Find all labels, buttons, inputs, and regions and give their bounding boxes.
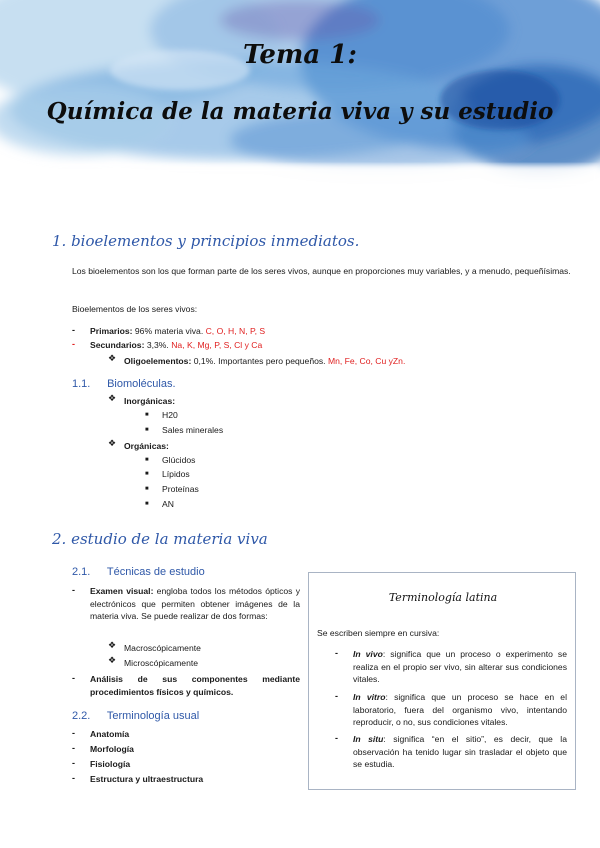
analisis-paragraph: Análisis de sus componentes mediante procedimientos físicos y químicos. — [90, 674, 300, 697]
dash-bullet: - — [72, 743, 75, 753]
termino-item: Estructura y ultraestructura — [90, 774, 204, 784]
oligo-line — [124, 355, 405, 368]
latin-term: In vivo — [353, 649, 383, 659]
box-title: Terminología latina — [388, 591, 498, 604]
list-item: Sales minerales — [162, 425, 224, 435]
list-item: AN — [162, 499, 174, 509]
secundarios-label: Secundarios: — [90, 340, 145, 350]
primarios-label: Primarios: — [90, 326, 133, 336]
square-bullet-icon: ■ — [145, 501, 149, 507]
subsection-number: 2.2. — [72, 710, 91, 722]
primarios-elements: C, O, H, N, P, S — [205, 326, 266, 336]
oligo-elements: Mn, Fe, Co, Cu yZn. — [327, 356, 406, 366]
title-line-1: Tema 1: — [242, 40, 357, 70]
dash-bullet: - — [72, 325, 75, 335]
subsection-title: Técnicas de estudio — [106, 566, 205, 578]
secundarios-elements: Na, K, Mg, P, S, Cl y Ca — [171, 340, 263, 350]
subsection-title: Biomoléculas. — [107, 378, 176, 390]
subsection-number: 1.1. — [72, 378, 91, 390]
dash-bullet: - — [335, 648, 338, 658]
secundarios-text: 3,3%. — [144, 340, 172, 350]
forma-item: Microscópicamente — [124, 658, 199, 668]
latin-term: In situ — [353, 734, 384, 744]
square-bullet-icon: ■ — [145, 457, 149, 463]
examen-text: engloba todos los métodos ópticos y electrónicos que permiten obtener imágenes de la materia viva. Se puede realizar de dos formas: — [90, 586, 300, 621]
dash-bullet: - — [72, 728, 75, 738]
examen-paragraph — [90, 585, 300, 623]
dash-bullet: - — [72, 758, 75, 768]
examen-label: Examen visual: — [90, 586, 154, 596]
secundarios-line — [90, 339, 262, 352]
section-1-heading: 1. bioelementos y principios inmediatos. — [52, 232, 360, 250]
subsection-title: Terminología usual — [106, 710, 200, 722]
latin-term: In vitro — [353, 692, 386, 702]
box-item-in-vivo — [353, 648, 567, 686]
dash-bullet: - — [72, 585, 75, 595]
latin-definition: : significa que un proceso o experimento se realiza en el propio ser vivo, sin alterar sus condiciones vitales. — [353, 649, 567, 684]
diamond-bullet-icon: ❖ — [108, 640, 117, 650]
inorganicas-label: Inorgánicas: — [124, 396, 176, 406]
section-1-intro: Los bioelementos son los que forman parte de los seres vivos, aunque en proporciones muy variables, y a menudo, pequeñísimas. — [72, 266, 571, 276]
square-bullet-icon: ■ — [145, 412, 149, 418]
termino-item: Anatomía — [90, 729, 130, 739]
termino-item: Fisiología — [90, 759, 131, 769]
list-item: Glúcidos — [162, 455, 196, 465]
organicas-label: Orgánicas: — [124, 441, 169, 451]
dash-bullet: - — [335, 691, 338, 701]
diamond-bullet-icon: ❖ — [108, 438, 117, 448]
dash-bullet: - — [72, 673, 75, 683]
subsection-1-1 — [72, 378, 176, 390]
subsection-number: 2.1. — [72, 566, 91, 578]
box-item-in-vitro — [353, 691, 567, 729]
list-item: Proteínas — [162, 484, 199, 494]
bioelementos-subtitle: Bioelementos de los seres vivos: — [72, 304, 198, 314]
dash-bullet: - — [72, 773, 75, 783]
dash-bullet: - — [72, 339, 75, 349]
termino-item: Morfología — [90, 744, 134, 754]
primarios-text: 96% materia viva. — [132, 326, 206, 336]
diamond-bullet-icon: ❖ — [108, 393, 117, 403]
list-item: Lípidos — [162, 469, 190, 479]
diamond-bullet-icon: ❖ — [108, 353, 117, 363]
list-item: H20 — [162, 410, 178, 420]
title-line-2: Química de la materia viva y su estudio — [46, 98, 554, 125]
oligo-text: 0,1%. Importantes pero pequeños. — [191, 356, 328, 366]
square-bullet-icon: ■ — [145, 471, 149, 477]
box-item-in-situ — [353, 733, 567, 771]
primarios-line — [90, 325, 265, 338]
box-intro: Se escriben siempre en cursiva: — [317, 628, 440, 638]
diamond-bullet-icon: ❖ — [108, 655, 117, 665]
latin-terminology-box — [308, 572, 576, 790]
oligo-label: Oligoelementos: — [124, 356, 192, 366]
section-2-heading: 2. estudio de la materia viva — [52, 530, 268, 548]
dash-bullet: - — [335, 733, 338, 743]
latin-definition: : significa “en el sitio”, es decir, que la observación ha tenido lugar sin trasladar el objeto que se estudia. — [353, 734, 567, 769]
watercolor-banner — [0, 0, 600, 190]
latin-definition: : significa que un proceso se hace en el laboratorio, fuera del organismo vivo, intentando reproducir, o no, sus condiciones vitales. — [353, 692, 567, 727]
subsection-2-1 — [72, 566, 205, 578]
subsection-2-2 — [72, 710, 199, 722]
forma-item: Macroscópicamente — [124, 643, 201, 653]
square-bullet-icon: ■ — [145, 427, 149, 433]
square-bullet-icon: ■ — [145, 486, 149, 492]
